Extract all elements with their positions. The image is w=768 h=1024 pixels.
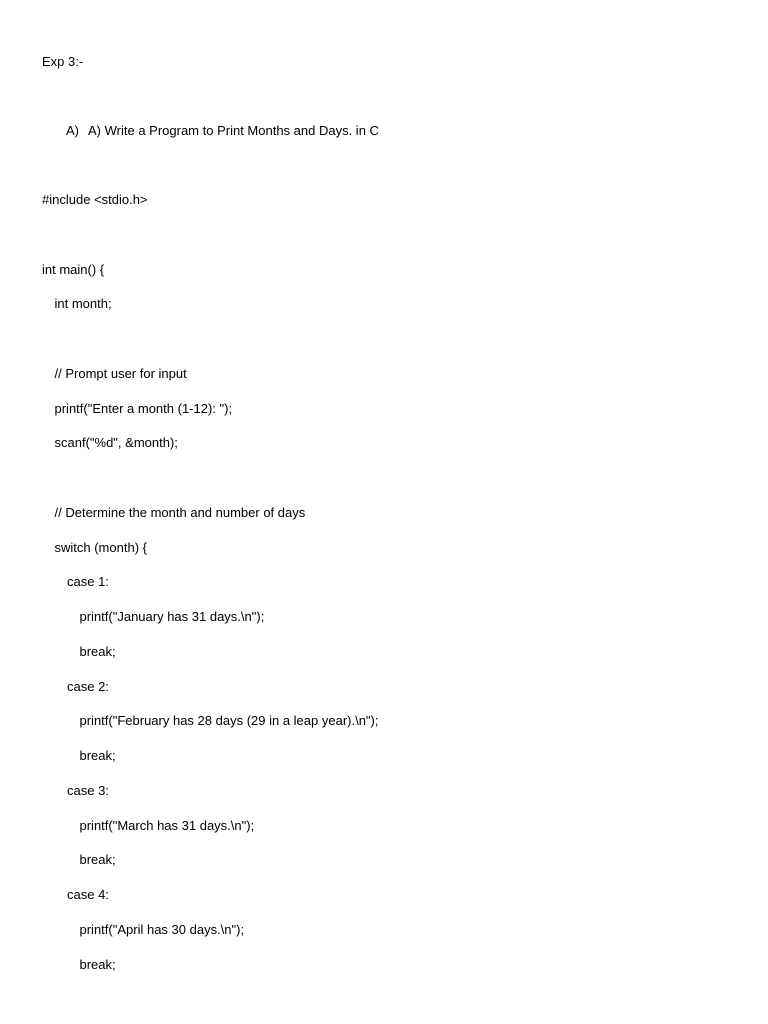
code-line: scanf("%d", &month); — [54, 435, 178, 450]
code-line: #include <stdio.h> — [42, 192, 148, 207]
code-line: case 2: — [67, 679, 109, 694]
code-line: printf("Enter a month (1-12): "); — [54, 401, 233, 416]
code-line: switch (month) { — [54, 540, 147, 555]
code-line: case 4: — [67, 887, 109, 902]
experiment-heading: Exp 3:- — [42, 54, 84, 69]
task-text: A) Write a Program to Print Months and Days. in C — [88, 123, 379, 138]
code-line: break; — [79, 748, 116, 763]
code-line: break; — [79, 852, 116, 867]
code-line: printf("April has 30 days.\n"); — [79, 922, 245, 937]
code-line: case 1: — [67, 574, 109, 589]
code-line: int main() { — [42, 262, 105, 277]
code-line: int month; — [54, 296, 112, 311]
code-line: break; — [79, 957, 116, 972]
code-line: break; — [79, 644, 116, 659]
code-line: printf("March has 31 days.\n"); — [79, 818, 255, 833]
code-line: // Prompt user for input — [54, 366, 187, 381]
task-item-a — [66, 123, 379, 139]
code-line: printf("January has 31 days.\n"); — [79, 609, 265, 624]
list-marker: A) — [66, 123, 79, 138]
code-line: printf("February has 28 days (29 in a leap year).\n"); — [79, 713, 379, 728]
code-line: // Determine the month and number of days — [54, 505, 306, 520]
code-line: case 3: — [67, 783, 109, 798]
